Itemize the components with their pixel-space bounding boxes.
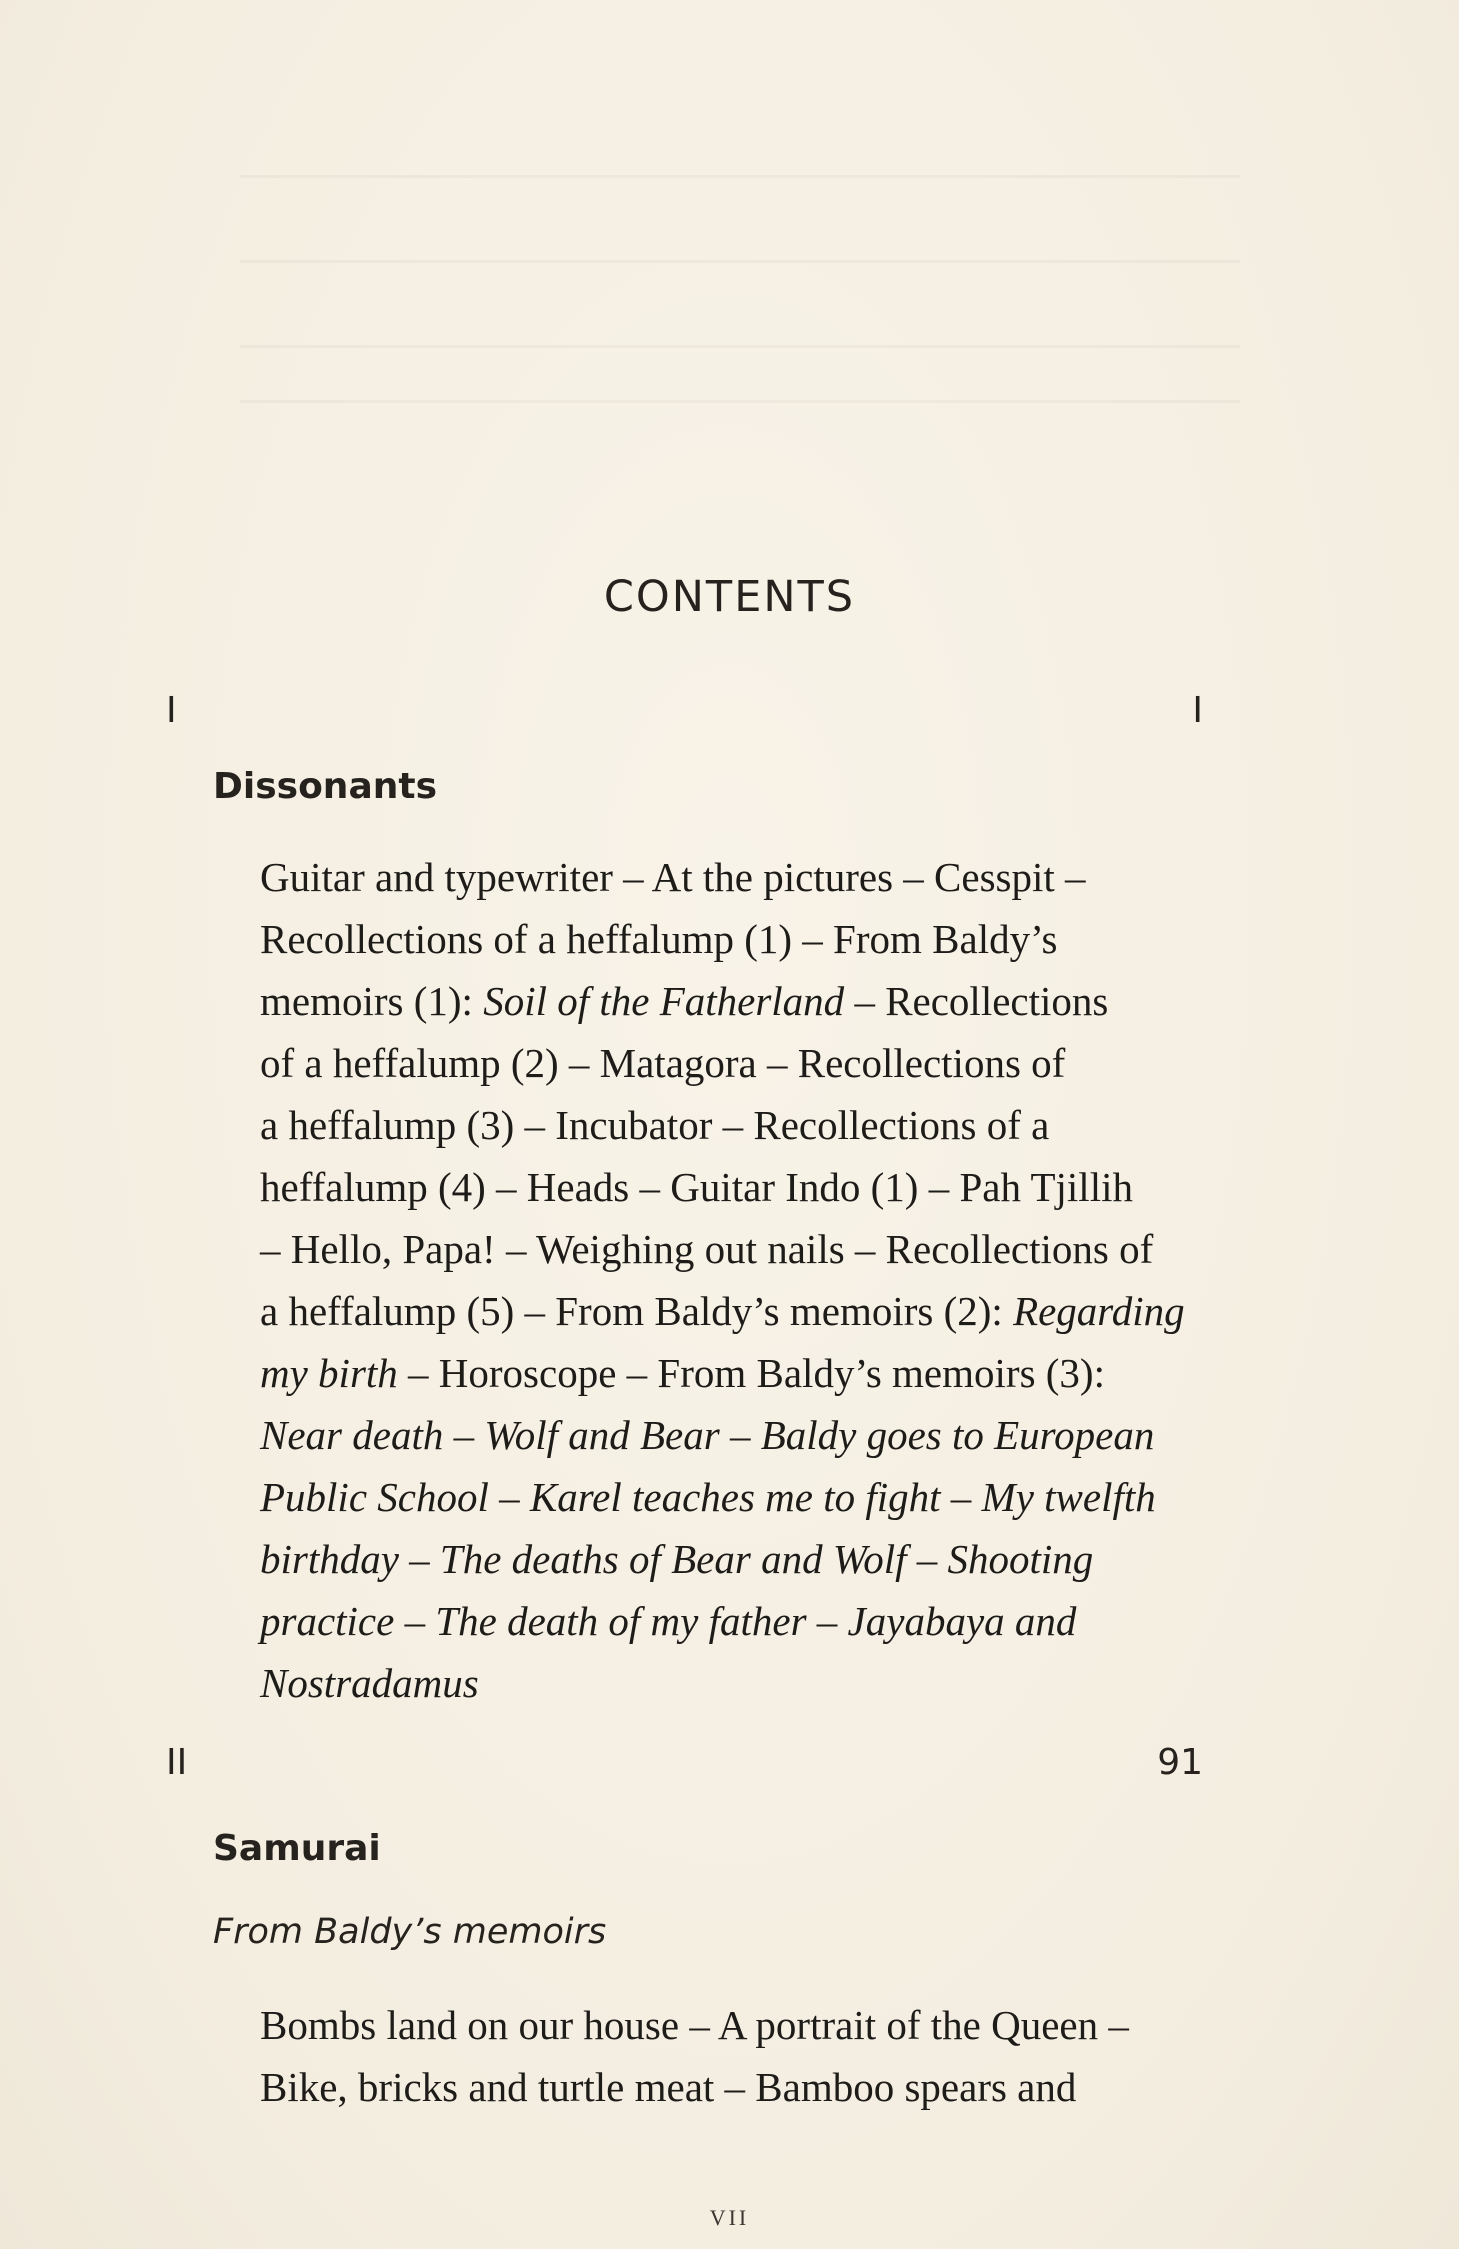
entry-line [260,1652,1260,1714]
entry-text: – Recollections [844,978,1109,1024]
entry-text: Guitar and typewriter – At the pictures – Cesspit – [260,854,1086,900]
entry-line [260,908,1260,970]
entry-line [260,1094,1260,1156]
entry-line [260,970,1260,1032]
entry-text: – Horoscope – From Baldy’s memoirs (3): [397,1350,1105,1396]
section-entries [260,1994,1260,2118]
part-page-ref: I [1192,690,1203,731]
entry-line [260,2056,1260,2118]
part-number: I [166,690,177,731]
entry-text: a heffalump (5) – From Baldy’s memoirs (2): [260,1288,1014,1334]
entry-text-italic: Public School – Karel teaches me to fight – My twelfth [260,1474,1156,1520]
entry-text: Bombs land on our house – A portrait of the Queen – [260,2002,1129,2048]
entry-text-italic: Near death – Wolf and Bear – Baldy goes to European [260,1412,1155,1458]
entry-line [260,1280,1260,1342]
entry-text-italic: practice – The death of my father – Jayabaya and [260,1598,1077,1644]
section-heading: Samurai [213,1828,381,1869]
entry-line [260,1528,1260,1590]
entry-text-italic: Regarding [1013,1288,1185,1334]
entry-line [260,1156,1260,1218]
entry-line [260,1342,1260,1404]
part-number: II [166,1742,188,1783]
entry-text-italic: my birth [260,1350,398,1396]
show-through-mark [240,345,1240,348]
entry-text: Bike, bricks and turtle meat – Bamboo spears and [260,2064,1077,2110]
contents-title: CONTENTS [603,572,856,622]
entry-line [260,1218,1260,1280]
show-through-mark [240,260,1240,263]
entry-line [260,1590,1260,1652]
part-page-ref: 91 [1157,1742,1203,1783]
section-entries [260,846,1260,1714]
section-subheading: From Baldy’s memoirs [213,1912,607,1952]
entry-text: – Hello, Papa! – Weighing out nails – Recollections of [260,1226,1154,1272]
entry-text: heffalump (4) – Heads – Guitar Indo (1) – Pah Tjillih [260,1164,1133,1210]
entry-line [260,1404,1260,1466]
entry-text-italic: birthday – The deaths of Bear and Wolf – Shooting [260,1536,1094,1582]
entry-line [260,1994,1260,2056]
entry-text-italic: Soil of the Fatherland [483,978,845,1024]
show-through-mark [240,400,1240,403]
entry-text: of a heffalump (2) – Matagora – Recollections of [260,1040,1066,1086]
show-through-mark [240,175,1240,178]
section-heading: Dissonants [213,766,437,807]
entry-text-italic: Nostradamus [260,1660,479,1706]
entry-text: Recollections of a heffalump (1) – From Baldy’s [260,916,1058,962]
entry-line [260,846,1260,908]
entry-line [260,1032,1260,1094]
entry-text: a heffalump (3) – Incubator – Recollections of a [260,1102,1050,1148]
page-folio: VII [709,2205,750,2230]
entry-line [260,1466,1260,1528]
entry-text: memoirs (1): [260,978,484,1024]
